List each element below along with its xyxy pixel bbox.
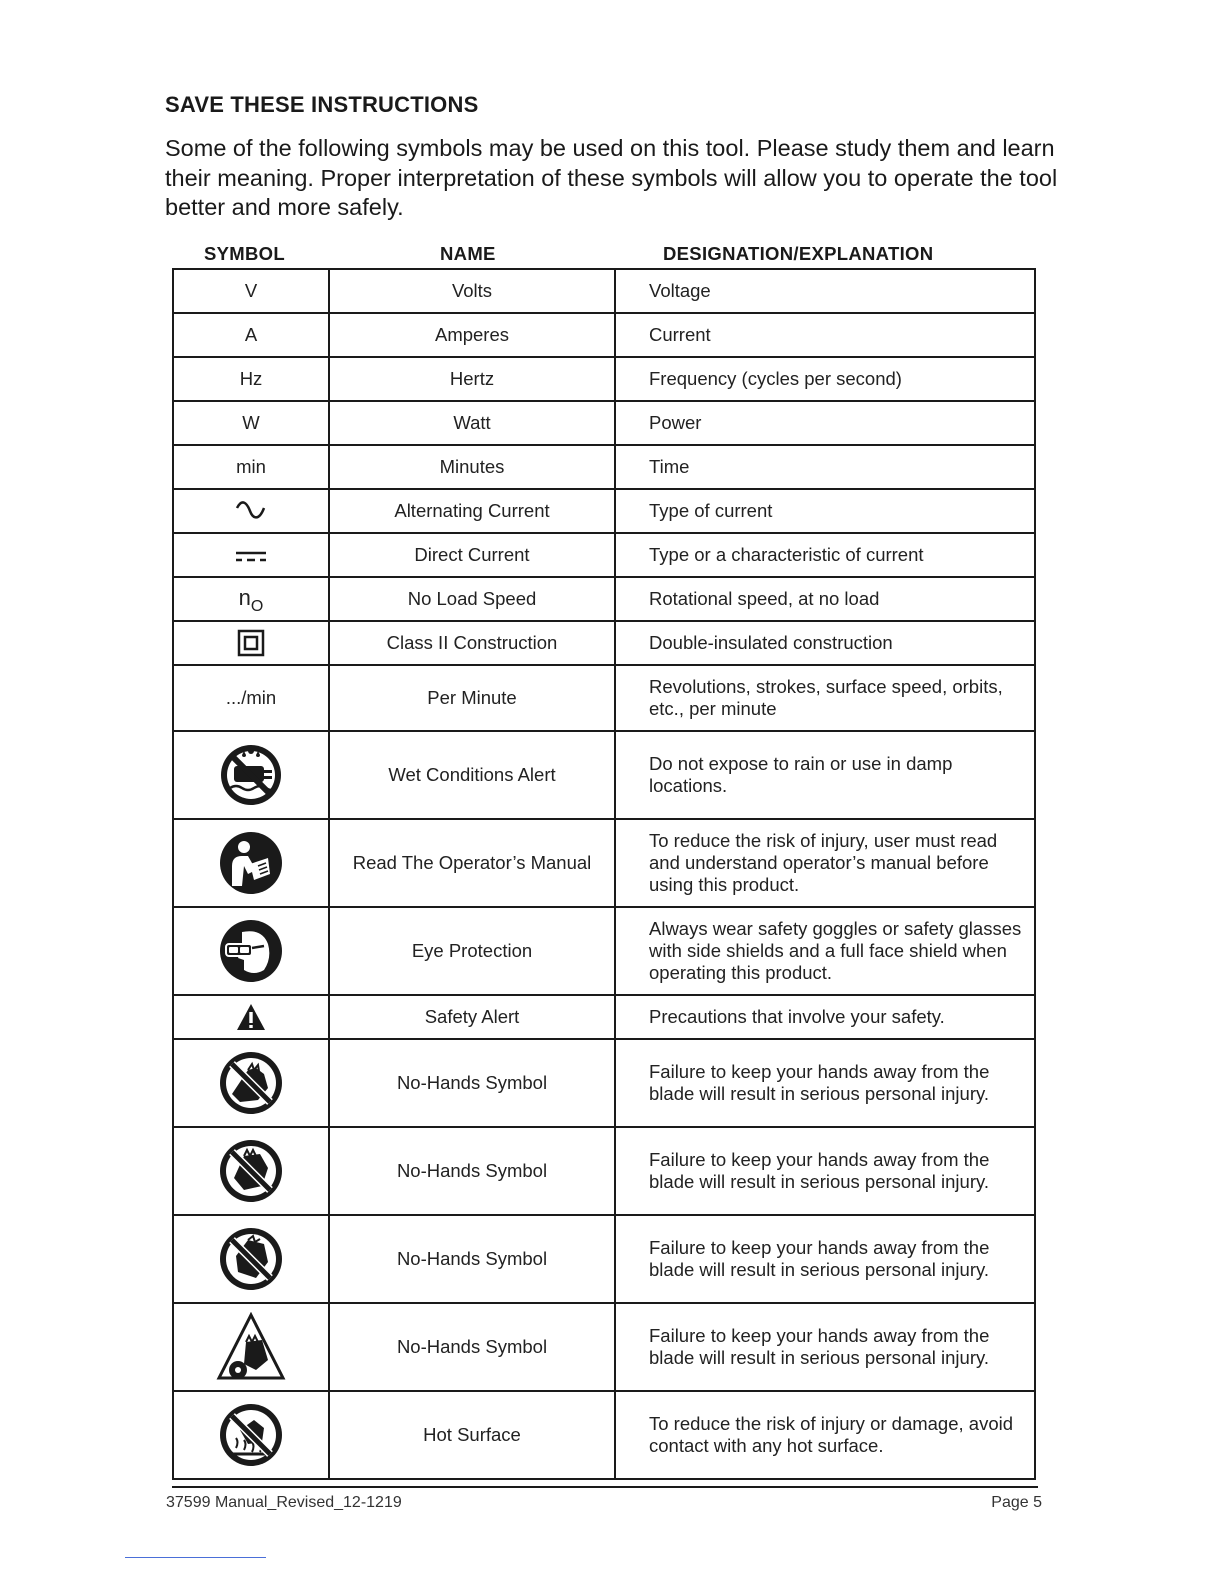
table-row <box>173 731 1035 819</box>
no-hands-warning-triangle-icon <box>216 1312 286 1382</box>
symbol-cell <box>173 577 329 621</box>
read-manual-icon <box>218 830 284 896</box>
footer-document-id: 37599 Manual_Revised_12-1219 <box>166 1494 402 1511</box>
footer-divider <box>172 1486 1038 1488</box>
wet-conditions-icon <box>218 742 284 808</box>
symbol-cell <box>173 995 329 1039</box>
explanation-cell: Always wear safety goggles or safety glasses with side shields and a full face shield when operating this product. <box>615 907 1035 995</box>
table-row <box>173 907 1035 995</box>
intro-paragraph: Some of the following symbols may be used on this tool. Please study them and learn their meaning. Proper interpretation of these symbols will allow you to operate the tool better and more safely. <box>165 135 1058 220</box>
table-row <box>173 819 1035 907</box>
column-header-name: NAME <box>440 243 496 264</box>
page-heading: SAVE THESE INSTRUCTIONS <box>165 92 479 117</box>
name-cell: Hertz <box>329 357 615 401</box>
explanation-cell: Rotational speed, at no load <box>615 577 1035 621</box>
symbol-cell: Hz <box>173 357 329 401</box>
table-row <box>173 489 1035 533</box>
symbol-cell <box>173 1303 329 1391</box>
name-cell: No Load Speed <box>329 577 615 621</box>
explanation-cell: Double-insulated construction <box>615 621 1035 665</box>
symbol-cell: W <box>173 401 329 445</box>
no-load-speed-subscript: O <box>250 597 264 615</box>
explanation-cell: Do not expose to rain or use in damp locations. <box>615 731 1035 819</box>
table-row <box>173 401 1035 445</box>
table-row <box>173 577 1035 621</box>
explanation-cell: Time <box>615 445 1035 489</box>
symbol-cell: .../min <box>173 665 329 731</box>
no-load-speed-symbol: n <box>238 584 251 610</box>
explanation-cell: To reduce the risk of injury or damage, avoid contact with any hot surface. <box>615 1391 1035 1479</box>
name-cell: Eye Protection <box>329 907 615 995</box>
symbol-cell <box>173 489 329 533</box>
name-cell: Volts <box>329 269 615 313</box>
footer-page-number: Page 5 <box>991 1494 1042 1511</box>
explanation-cell: Precautions that involve your safety. <box>615 995 1035 1039</box>
safety-alert-icon <box>236 1003 266 1031</box>
name-cell: Wet Conditions Alert <box>329 731 615 819</box>
name-cell: Read The Operator’s Manual <box>329 819 615 907</box>
table-row <box>173 1215 1035 1303</box>
name-cell: No-Hands Symbol <box>329 1127 615 1215</box>
table-row <box>173 1039 1035 1127</box>
name-cell: Amperes <box>329 313 615 357</box>
symbol-cell <box>173 1215 329 1303</box>
no-hands-icon <box>218 1050 284 1116</box>
table-row <box>173 269 1035 313</box>
symbol-cell <box>173 1391 329 1479</box>
explanation-cell: Voltage <box>615 269 1035 313</box>
explanation-cell: Type of current <box>615 489 1035 533</box>
symbol-cell <box>173 907 329 995</box>
alternating-current-icon <box>234 499 268 523</box>
symbol-cell: min <box>173 445 329 489</box>
symbol-cell <box>173 1039 329 1127</box>
table-row <box>173 445 1035 489</box>
name-cell: Alternating Current <box>329 489 615 533</box>
name-cell: Class II Construction <box>329 621 615 665</box>
symbol-cell <box>173 621 329 665</box>
symbol-cell <box>173 533 329 577</box>
name-cell: Direct Current <box>329 533 615 577</box>
table-row <box>173 313 1035 357</box>
symbol-cell <box>173 1127 329 1215</box>
table-row <box>173 357 1035 401</box>
column-header-symbol: SYMBOL <box>204 243 285 264</box>
class-ii-construction-icon <box>237 629 265 657</box>
name-cell: No-Hands Symbol <box>329 1303 615 1391</box>
symbol-cell: A <box>173 313 329 357</box>
table-row <box>173 621 1035 665</box>
footnote-rule <box>125 1557 266 1558</box>
name-cell: Per Minute <box>329 665 615 731</box>
explanation-cell: Failure to keep your hands away from the blade will result in serious personal injury. <box>615 1303 1035 1391</box>
table-row <box>173 1391 1035 1479</box>
no-hands-icon <box>218 1226 284 1292</box>
symbol-cell <box>173 731 329 819</box>
explanation-cell: Frequency (cycles per second) <box>615 357 1035 401</box>
symbol-cell <box>173 819 329 907</box>
direct-current-icon <box>234 548 268 564</box>
eye-protection-icon <box>218 918 284 984</box>
table-row <box>173 533 1035 577</box>
explanation-cell: Type or a characteristic of current <box>615 533 1035 577</box>
name-cell: No-Hands Symbol <box>329 1215 615 1303</box>
explanation-cell: Power <box>615 401 1035 445</box>
explanation-cell: Failure to keep your hands away from the blade will result in serious personal injury. <box>615 1215 1035 1303</box>
table-row <box>173 1303 1035 1391</box>
table-row <box>173 665 1035 731</box>
explanation-cell: Revolutions, strokes, surface speed, orbits, etc., per minute <box>615 665 1035 731</box>
table-row <box>173 995 1035 1039</box>
explanation-cell: Current <box>615 313 1035 357</box>
column-header-explanation: DESIGNATION/EXPLANATION <box>663 243 934 264</box>
hot-surface-icon <box>218 1402 284 1468</box>
table-row <box>173 1127 1035 1215</box>
name-cell: Watt <box>329 401 615 445</box>
no-hands-icon <box>218 1138 284 1204</box>
name-cell: Minutes <box>329 445 615 489</box>
explanation-cell: Failure to keep your hands away from the blade will result in serious personal injury. <box>615 1039 1035 1127</box>
symbol-cell: V <box>173 269 329 313</box>
explanation-cell: To reduce the risk of injury, user must read and understand operator’s manual before using this product. <box>615 819 1035 907</box>
name-cell: Safety Alert <box>329 995 615 1039</box>
name-cell: Hot Surface <box>329 1391 615 1479</box>
name-cell: No-Hands Symbol <box>329 1039 615 1127</box>
explanation-cell: Failure to keep your hands away from the blade will result in serious personal injury. <box>615 1127 1035 1215</box>
symbols-table <box>172 268 1036 1480</box>
